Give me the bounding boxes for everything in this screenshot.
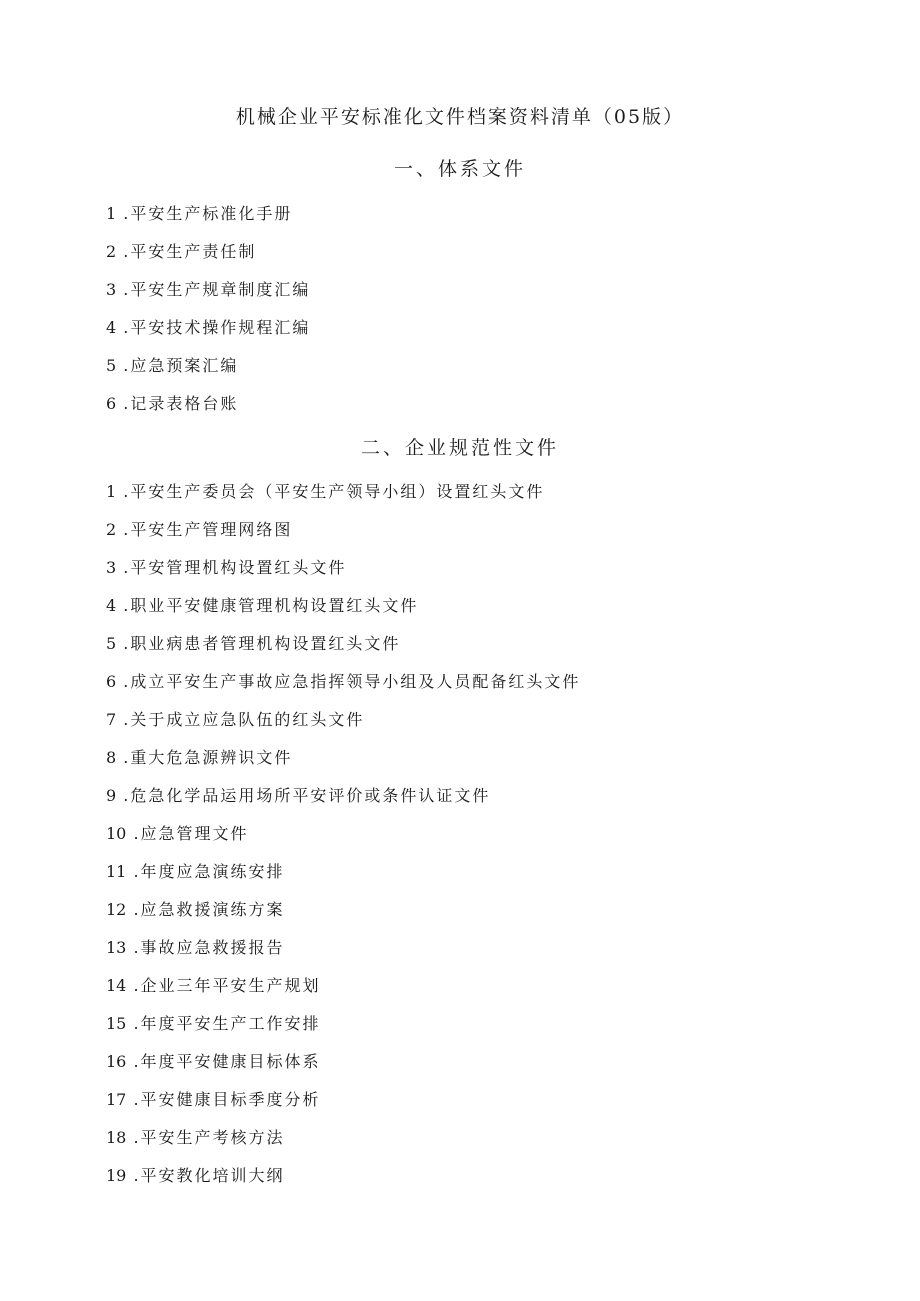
item-number: 11 [106, 862, 127, 881]
item-text: .职业病患者管理机构设置红头文件 [123, 634, 401, 653]
item-number: 8 [106, 748, 117, 767]
list-item [106, 516, 580, 554]
item-text: .职业平安健康管理机构设置红头文件 [123, 596, 419, 615]
section-heading-enterprise-normative-documents: 二、企业规范性文件 [360, 437, 559, 459]
item-text: .平安管理机构设置红头文件 [123, 558, 347, 577]
item-number: 13 [106, 938, 127, 957]
item-text: .应急管理文件 [133, 824, 249, 843]
item-text: .重大危急源辨识文件 [123, 748, 293, 767]
item-text: .应急救援演练方案 [133, 900, 285, 919]
list-item [106, 314, 310, 352]
enterprise-documents-list [106, 478, 580, 1200]
item-number: 2 [106, 242, 117, 261]
list-item [106, 972, 580, 1010]
item-number: 10 [106, 824, 127, 843]
list-item [106, 668, 580, 706]
list-item [106, 238, 310, 276]
item-number: 2 [106, 520, 117, 539]
list-item [106, 1048, 580, 1086]
list-item [106, 1124, 580, 1162]
item-text: .平安生产管理网络图 [123, 520, 293, 539]
item-number: 7 [106, 710, 117, 729]
list-item [106, 478, 580, 516]
item-text: .平安生产标准化手册 [123, 204, 293, 223]
list-item [106, 820, 580, 858]
list-item [106, 706, 580, 744]
item-text: .平安生产责任制 [123, 242, 257, 261]
item-text: .企业三年平安生产规划 [133, 976, 321, 995]
item-text: .平安健康目标季度分析 [133, 1090, 321, 1109]
item-number: 1 [106, 482, 117, 501]
item-text: .应急预案汇编 [123, 356, 239, 375]
item-number: 5 [106, 634, 117, 653]
list-item [106, 592, 580, 630]
list-item [106, 1010, 580, 1048]
item-text: .年度平安生产工作安排 [133, 1014, 321, 1033]
item-text: .成立平安生产事故应急指挥领导小组及人员配备红头文件 [123, 672, 581, 691]
item-text: .平安生产考核方法 [133, 1128, 285, 1147]
list-item [106, 554, 580, 592]
list-item [106, 1162, 580, 1200]
item-number: 15 [106, 1014, 127, 1033]
item-text: .事故应急救援报告 [133, 938, 285, 957]
list-item [106, 896, 580, 934]
item-text: .年度应急演练安排 [133, 862, 285, 881]
list-item [106, 276, 310, 314]
item-text: .危急化学品运用场所平安评价或条件认证文件 [123, 786, 491, 805]
list-item [106, 200, 310, 238]
item-text: .记录表格台账 [123, 394, 239, 413]
item-number: 3 [106, 280, 117, 299]
system-documents-list [106, 200, 310, 428]
item-text: .关于成立应急队伍的红头文件 [123, 710, 365, 729]
document-title: 机械企业平安标准化文件档案资料清单（05版） [235, 106, 685, 128]
list-item [106, 1086, 580, 1124]
item-number: 6 [106, 394, 117, 413]
item-number: 4 [106, 318, 117, 337]
list-item [106, 744, 580, 782]
item-number: 18 [106, 1128, 127, 1147]
item-text: .平安生产规章制度汇编 [123, 280, 311, 299]
item-number: 4 [106, 596, 117, 615]
item-number: 6 [106, 672, 117, 691]
list-item [106, 858, 580, 896]
item-text: .年度平安健康目标体系 [133, 1052, 321, 1071]
item-text: .平安生产委员会（平安生产领导小组）设置红头文件 [123, 482, 545, 501]
item-number: 17 [106, 1090, 127, 1109]
list-item [106, 352, 310, 390]
item-number: 19 [106, 1166, 127, 1185]
section-heading-system-documents: 一、体系文件 [393, 158, 526, 180]
item-number: 3 [106, 558, 117, 577]
list-item [106, 390, 310, 428]
item-text: .平安教化培训大纲 [133, 1166, 285, 1185]
item-number: 16 [106, 1052, 127, 1071]
list-item [106, 934, 580, 972]
item-number: 5 [106, 356, 117, 375]
item-number: 12 [106, 900, 127, 919]
list-item [106, 782, 580, 820]
item-number: 9 [106, 786, 117, 805]
list-item [106, 630, 580, 668]
item-number: 14 [106, 976, 127, 995]
item-text: .平安技术操作规程汇编 [123, 318, 311, 337]
item-number: 1 [106, 204, 117, 223]
